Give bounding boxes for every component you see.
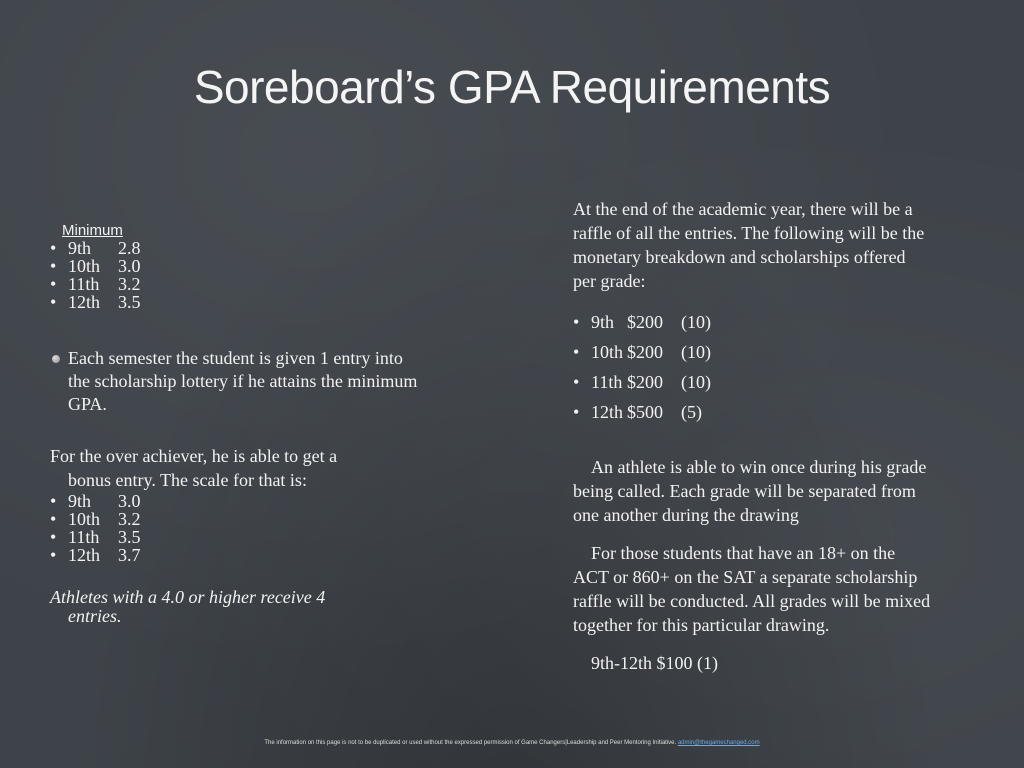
- semester-entry-note: Each semester the student is given 1 entry into the scholarship lottery if he attains the minimum GPA.: [50, 347, 420, 416]
- list-item: • 9th $200 (10): [573, 307, 933, 337]
- minimum-gpa-list: [50, 239, 420, 311]
- contact-email-link[interactable]: admin@thegamechanged.com: [677, 740, 760, 746]
- all-grades-prize: 9th-12th $100 (1): [591, 653, 718, 673]
- list-item: • 9th 2.8: [50, 239, 420, 257]
- list-item: • 12th $500 (5): [573, 397, 933, 427]
- raffle-intro: At the end of the academic year, there will be a raffle of all the entries. The following will be the monetary breakdown and scholarships offered per grade:: [573, 199, 925, 291]
- bullet-icon: [52, 355, 60, 363]
- bonus-gpa-list: [50, 492, 420, 564]
- list-item: • 12th 3.5: [50, 293, 420, 311]
- list-item: • 11th 3.5: [50, 528, 420, 546]
- footer-disclaimer: The information on this page is not to be duplicated or used without the expressed permission of Game Changers|Leadership and Peer Mentoring Initiative. admin@thegamechanged.com: [264, 740, 760, 746]
- list-item: • 12th 3.7: [50, 546, 420, 564]
- list-item: • 11th $200 (10): [573, 367, 933, 397]
- prize-list: [573, 307, 933, 427]
- athletes-note: Athletes with a 4.0 or higher receive 4 entries.: [50, 587, 326, 626]
- left-column: [50, 222, 420, 626]
- act-sat-paragraph: For those students that have an 18+ on the ACT or 860+ on the SAT a separate scholarship raffle will be conducted. All grades will be mixed together for this particular drawing.: [573, 543, 931, 635]
- minimum-heading: Minimum: [62, 222, 123, 239]
- list-item: • 10th $200 (10): [573, 337, 933, 367]
- list-item: • 10th 3.0: [50, 257, 420, 275]
- list-item: • 9th 3.0: [50, 492, 420, 510]
- list-item: • 10th 3.2: [50, 510, 420, 528]
- overachiever-note: For the over achiever, he is able to get a bonus entry. The scale for that is:: [50, 446, 338, 490]
- slide-title: Soreboard’s GPA Requirements: [193, 61, 831, 113]
- right-column: [573, 197, 933, 675]
- list-item: • 11th 3.2: [50, 275, 420, 293]
- athlete-win-paragraph: An athlete is able to win once during his grade being called. Each grade will be separated from one another during the drawing: [573, 457, 927, 525]
